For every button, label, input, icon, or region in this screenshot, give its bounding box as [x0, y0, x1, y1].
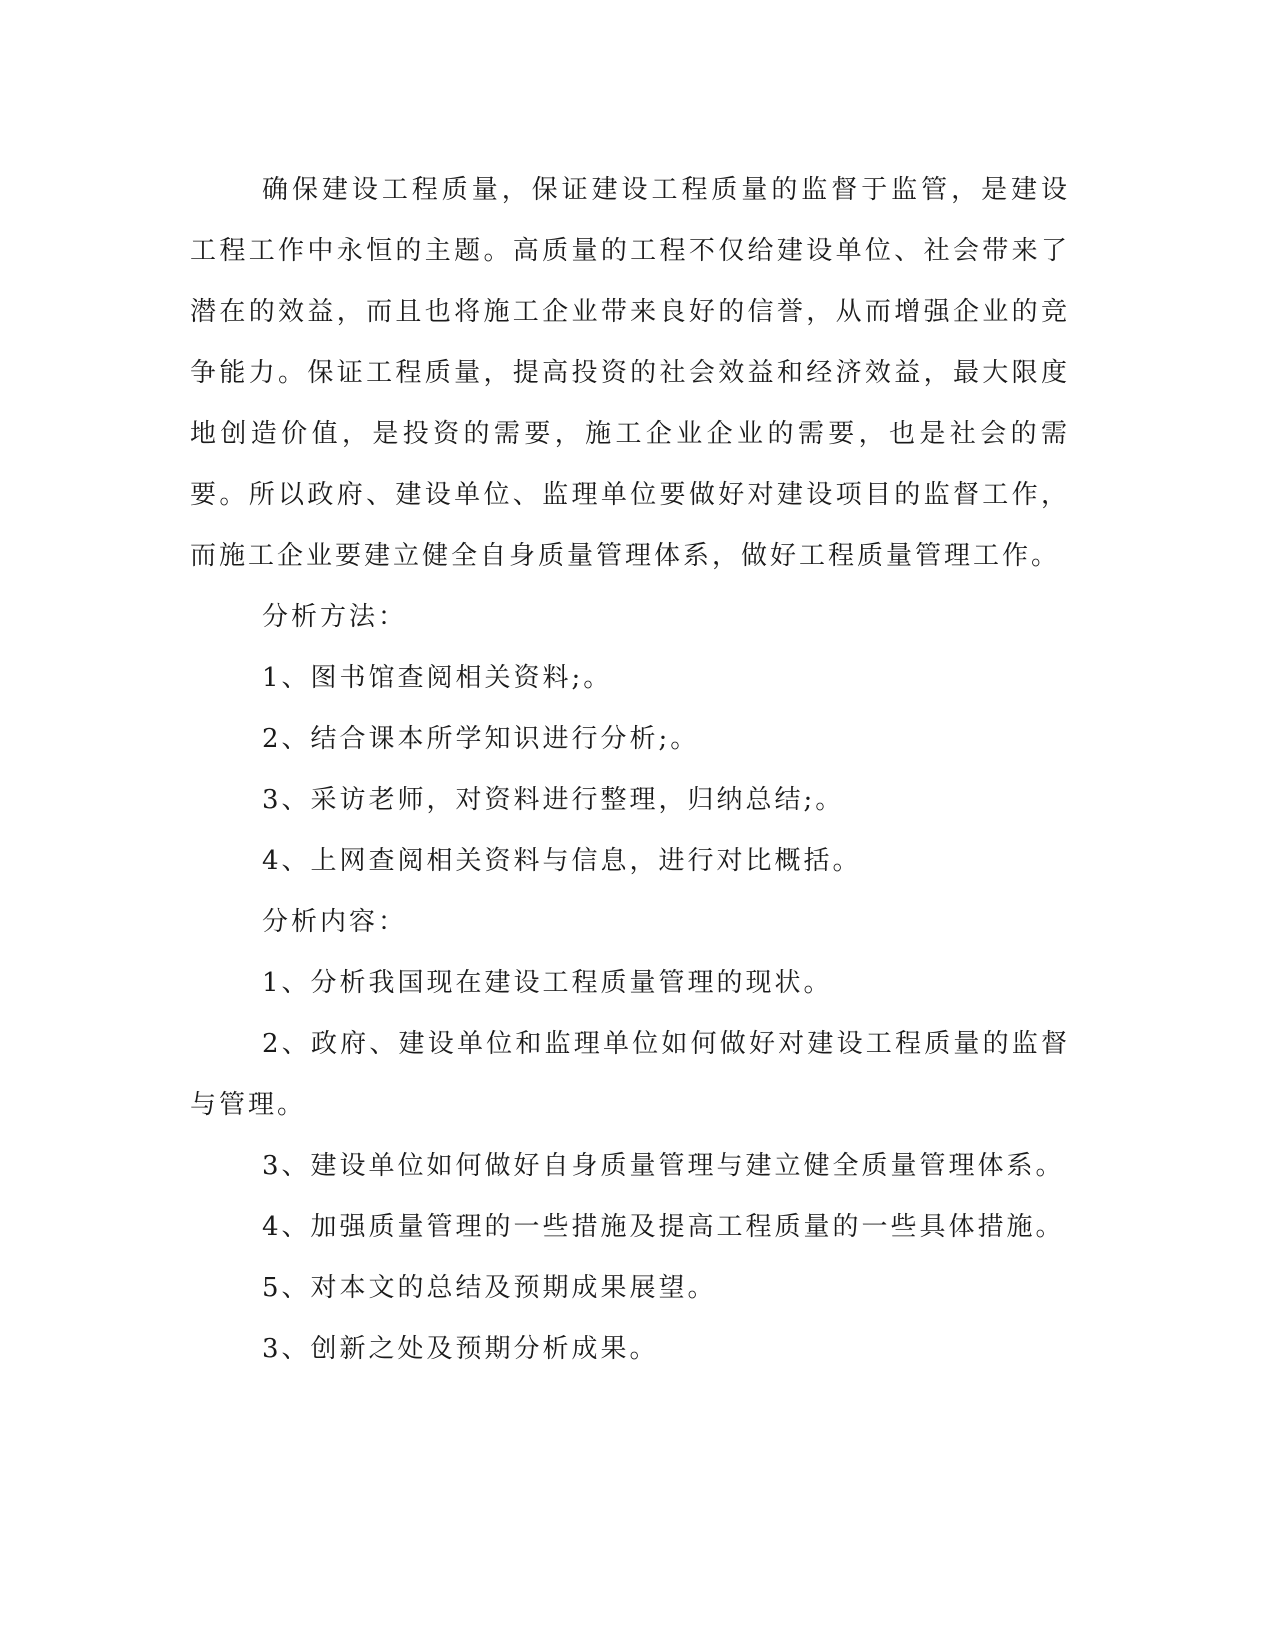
content-item-4: 4、加强质量管理的一些措施及提高工程质量的一些具体措施。 [262, 1212, 1065, 1242]
content-item-1: 1、分析我国现在建设工程质量管理的现状。 [262, 968, 833, 998]
content-item-3: 3、建设单位如何做好自身质量管理与建立健全质量管理体系。 [262, 1151, 1065, 1181]
content-item-5: 5、对本文的总结及预期成果展望。 [262, 1273, 717, 1303]
section-heading-content: 分析内容： [262, 907, 408, 937]
document-body [190, 160, 1070, 1380]
method-item-2: 2、结合课本所学知识进行分析;。 [262, 724, 700, 754]
content-item-2: 2、政府、建设单位和监理单位如何做好对建设工程质量的监督与管理。 [190, 1029, 1070, 1120]
innovation-item: 3、创新之处及预期分析成果。 [262, 1334, 659, 1364]
method-item-3: 3、采访老师，对资料进行整理，归纳总结;。 [262, 785, 845, 815]
method-item-4: 4、上网查阅相关资料与信息，进行对比概括。 [262, 846, 862, 876]
section-heading-methods: 分析方法： [262, 602, 408, 632]
method-item-1: 1、图书馆查阅相关资料;。 [262, 663, 613, 693]
intro-paragraph: 确保建设工程质量，保证建设工程质量的监督于监管，是建设工程工作中永恒的主题。高质量的工程不仅给建设单位、社会带来了潜在的效益，而且也将施工企业带来良好的信誉，从而增强企业的竞争能力。保证工程质量，提高投资的社会效益和经济效益，最大限度地创造价值，是投资的需要，施工企业企业的需要，也是社会的需要。所以政府、建设单位、监理单位要做好对建设项目的监督工作，而施工企业要建立健全自身质量管理体系，做好工程质量管理工作。 [190, 175, 1070, 571]
